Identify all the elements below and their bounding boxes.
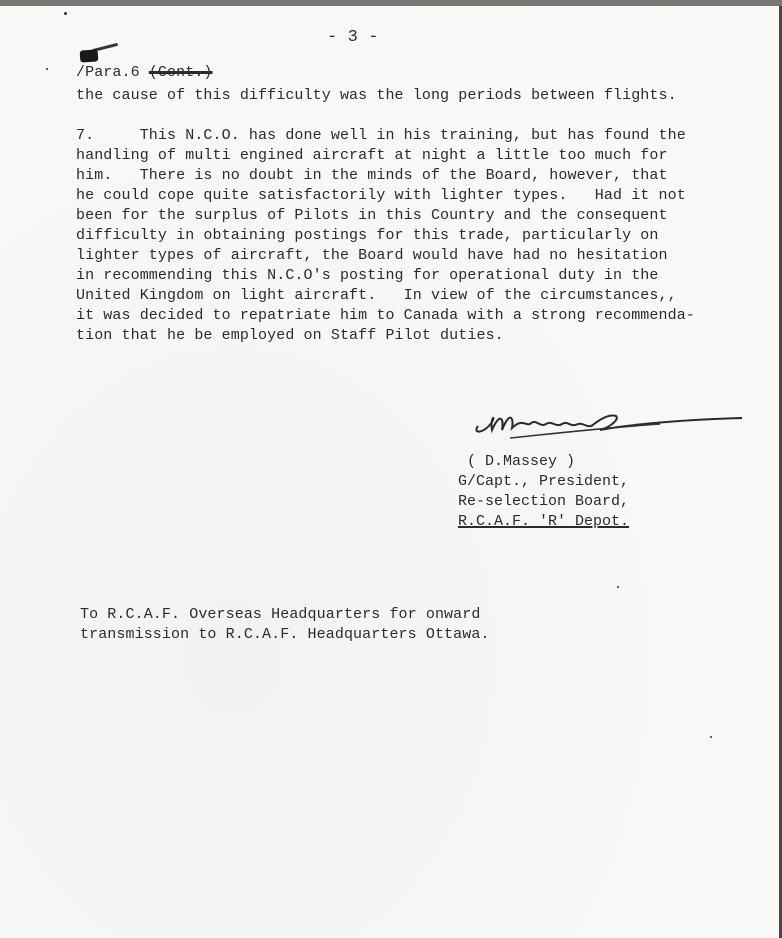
- text-line: tion that he be employed on Staff Pilot duties.: [76, 327, 504, 344]
- signatory-board: Re-selection Board,: [458, 493, 630, 510]
- text-line: it was decided to repatriate him to Canada with a strong recommenda-: [76, 307, 695, 324]
- text-line: lighter types of aircraft, the Board would have had no hesitation: [76, 247, 668, 264]
- para-ref-struck: (Cont.): [148, 64, 213, 81]
- signatory-name: ( D.Massey ): [458, 453, 576, 470]
- continuation-line: the cause of this difficulty was the long periods between flights.: [76, 87, 677, 104]
- speck: [46, 68, 48, 70]
- text-line: United Kingdom on light aircraft. In view of the circumstances,,: [76, 287, 677, 304]
- speck: [64, 12, 67, 15]
- document-page: [0, 6, 782, 938]
- signature-block: [458, 453, 629, 533]
- signatory-unit: R.C.A.F. 'R' Depot.: [458, 513, 630, 530]
- speck: [617, 586, 619, 588]
- speck: [710, 736, 712, 738]
- para-ref-prefix: /Para.6: [76, 64, 149, 81]
- page-number: - 3 -: [327, 28, 379, 47]
- text-line: in recommending this N.C.O's posting for operational duty in the: [76, 267, 659, 284]
- text-line: him. There is no doubt in the minds of the Board, however, that: [76, 167, 668, 184]
- handwritten-signature: [470, 404, 750, 449]
- text-line: To R.C.A.F. Overseas Headquarters for onward: [80, 606, 481, 623]
- text-line: he could cope quite satisfactorily with lighter types. Had it not: [76, 187, 686, 204]
- text-line: handling of multi engined aircraft at night a little too much for: [76, 147, 668, 164]
- signatory-rank: G/Capt., President,: [458, 473, 630, 490]
- text-line: transmission to R.C.A.F. Headquarters Ottawa.: [80, 626, 490, 643]
- text-line: been for the surplus of Pilots in this Country and the consequent: [76, 207, 668, 224]
- paragraph-reference: [76, 64, 213, 81]
- text-line: 7. This N.C.O. has done well in his training, but has found the: [76, 127, 686, 144]
- ink-blot-mark: [80, 49, 99, 62]
- text-line: difficulty in obtaining postings for this trade, particularly on: [76, 227, 659, 244]
